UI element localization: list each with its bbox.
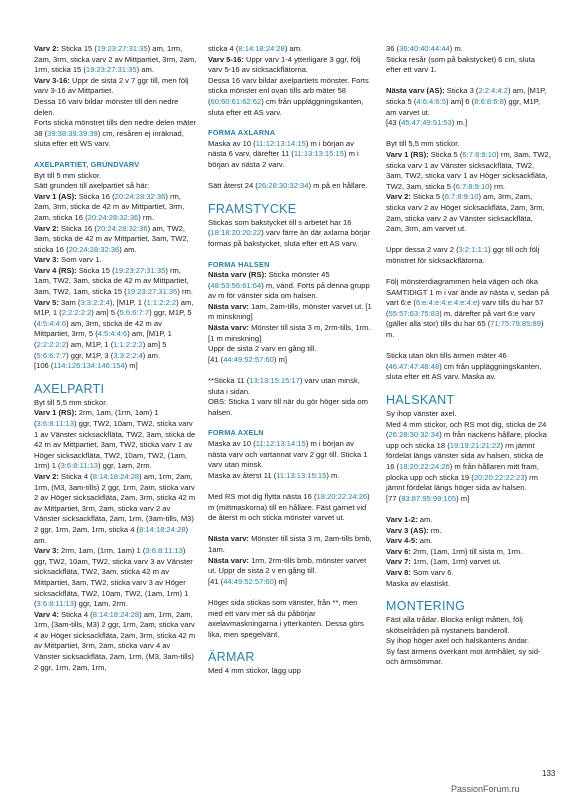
size-values: 11:13:13:15:15 xyxy=(276,470,327,480)
text-run: ) m] xyxy=(124,361,138,371)
text-run: sticka 4 ( xyxy=(208,44,239,53)
text-run: ) am, 1rm, 2am, 1rm, (3am-tills, M3) 2 ggr, 1rm, 2am, sticka varv 4 av Höger sicksackflätа, 2am, 3rm, sticka 42 m av Mittpartiet, 3rm, 2am, sticka varv 4 av Vänster sicksackflätа, 2am, 1rm, (M3, 3am-tills) 2 ggr, 1rm, 2am, 1rm, xyxy=(34,609,196,672)
row-label: Varv 2: xyxy=(34,471,62,481)
text-run: ) ggr till och följ mönstret för sicksackflätorna. xyxy=(386,245,540,265)
text-run: Stickas som bakstycket till s arbetet har 16 ( xyxy=(208,217,352,238)
text-run: ) varv utan minsk, sluta i sidan. xyxy=(208,376,360,396)
text-run: FORMA HALSEN xyxy=(208,259,270,269)
text-run: rm. xyxy=(430,525,442,535)
text-run: ) rm, 1am, TW2, 3am, sticka de 42 m av Mittpartiet, 3am, TW2, 1am, sticka 15 ( xyxy=(34,265,189,297)
row-label: Nästa varv: xyxy=(208,301,252,311)
paragraph xyxy=(34,398,197,673)
text-run: ) rm. xyxy=(177,287,193,297)
size-values: 8:14:18:24:28 xyxy=(238,44,285,53)
row-label: Varv 4: xyxy=(34,609,62,619)
text-run: ) m. xyxy=(449,44,463,53)
page-number: 133 xyxy=(542,769,556,778)
size-values: 19:19:21:21:22 xyxy=(449,440,501,450)
text-run: [41 ( xyxy=(208,354,224,364)
text-run: Sticka resår (som på bakstycket) 6 cm, sluta efter ett varv 1. xyxy=(386,54,535,75)
paragraph xyxy=(208,666,372,677)
size-values: 8:14:18:24:28 xyxy=(139,524,186,534)
size-values: 3:6:8:11:13 xyxy=(36,599,74,609)
text-run: MONTERING xyxy=(386,599,466,614)
row-label: Varv 3: xyxy=(34,546,62,556)
text-run: OBS: Sticka 1 varv till när du gör höger sida om halsen. xyxy=(208,397,368,417)
text-run: Med RS mot dig flytta nästa 16 ( xyxy=(208,491,317,501)
text-run: [106 ( xyxy=(34,361,54,371)
text-run: **Sticka 11 ( xyxy=(208,376,250,386)
section-heading xyxy=(386,393,551,408)
row-label: Varv 3: xyxy=(34,255,62,265)
paragraph xyxy=(386,44,551,383)
text-run: Sätt återst 24 ( xyxy=(208,181,258,191)
row-label: Varv 2: xyxy=(34,223,62,233)
text-run: ) am] 6 ( xyxy=(445,96,475,106)
column-1 xyxy=(34,44,197,683)
size-values: 20:20:22:22:23 xyxy=(473,472,525,482)
paragraph xyxy=(208,218,372,250)
text-run: Maska av 10 ( xyxy=(208,138,256,148)
text-run: ) am, [M1P, 1 ( xyxy=(34,329,172,350)
size-values: 44:49:52:57:60 xyxy=(223,576,274,586)
text-run: Byt till 5,5 mm stickor. xyxy=(34,397,108,407)
text-run: Sticka utan ökn tills ärmen mäter 46 ( xyxy=(386,351,507,371)
paragraph xyxy=(34,44,197,150)
size-values: 5:6:6:7:7 xyxy=(119,308,150,318)
text-run: Med 4 mm stickor, lägg upp xyxy=(208,666,301,676)
text-run: Sy ihop höger axel och halskantens ändar. xyxy=(386,636,530,646)
text-run: Maska av 10 ( xyxy=(208,439,256,448)
text-run: Sticka 15 ( xyxy=(78,265,115,275)
subheading xyxy=(34,160,197,171)
size-values: 5:6:6:7:7 xyxy=(36,350,67,360)
text-run: [43 ( xyxy=(386,118,402,128)
size-values: 55:57:63:75:83 xyxy=(388,308,440,318)
text-run: ) am, 1rm, 2am, 1rm, (M3, 3am-tills) 2 ggr, 1rm, 2am, sticka varv 2 av Höger sicksackflätа, 2am, 3rm, sticka 42 m av Mittpartiet, 3rm, 2am, sticka varv 2 av Vänster sicksackflätа, 2am, 1rm, (3am-tills, M3) 2 ggr, 1rm, 2am, 1rm, sticka 4 ( xyxy=(34,471,196,534)
text-run: ) m. xyxy=(386,319,544,340)
paragraph xyxy=(34,171,197,372)
text-run: ) am, TW2, 3am, sticka de 42 m av Mittpartiet, 3am, TW2, sticka 16 ( xyxy=(34,223,189,254)
text-run: Som varv 6. xyxy=(413,567,454,577)
row-label: Varv 1 (AS): xyxy=(34,191,79,201)
size-values: 19:23:27:31:35 xyxy=(85,65,137,75)
text-run: Maska av återst 11 ( xyxy=(208,470,277,480)
text-run: Mönster till sista 3 m, 2rm-tills, 1rm. [1 m minskning] xyxy=(208,323,371,343)
text-run: Följ mönsterdiagrammen hela vägen och öka SAMTIDIGT 1 m i var ände av nästa v, sedan på vart 6:e ( xyxy=(386,277,550,308)
paragraph xyxy=(386,409,551,589)
size-values: 45:47:49:51:53 xyxy=(401,118,452,128)
size-values: 39:38:39:39:39 xyxy=(47,128,98,138)
size-values: 20:24:28:32:36 xyxy=(114,191,166,201)
text-run: Sticka 5 ( xyxy=(413,192,445,202)
text-run: [77 ( xyxy=(386,493,402,503)
size-values: 20:24:28:32:36 xyxy=(96,223,148,233)
size-values: 19:23:27:31:35 xyxy=(114,265,166,275)
text-run: ) cm från uppläggningskanten, sluta efter ett AS varv. xyxy=(208,96,364,117)
size-values: 6:7:8:9:10 xyxy=(462,149,497,159)
text-run: ) am. xyxy=(284,44,303,53)
text-run: ) am] 5 ( xyxy=(34,340,167,360)
size-values: 3:6:8:11:13 xyxy=(60,461,99,471)
text-run: ) rm jämnt fördelat längs höger sida av halsen. xyxy=(386,472,538,493)
size-values: 20:24:28:32:36 xyxy=(87,212,139,222)
size-values: 6:7:8:9:10 xyxy=(455,181,490,191)
text-run: Sy ihop vänster axel. xyxy=(386,409,457,418)
size-values: 44:49:52:57:60 xyxy=(223,354,274,364)
watermark: PassionForum.ru xyxy=(451,784,520,794)
size-values: 83:87:95:99:105 xyxy=(401,493,457,503)
text-run: Forts sticka mönstret tills den nedre delen mäter 38 ( xyxy=(34,118,197,138)
text-run: 2rm, 1am, (1rm, 1am) 1 ( xyxy=(34,408,159,428)
size-values: 6:7:8:9:10 xyxy=(444,192,479,202)
size-values: 18:20:22:24:26 xyxy=(399,461,450,471)
row-label: Varv 7: xyxy=(386,557,414,567)
text-run: Sy fast ärmens överkant mot ärmhålet, sy sid- och ärmsömmar. xyxy=(386,646,541,667)
size-values: 60:60:61:62:62 xyxy=(210,96,262,106)
text-run: Sticka 4 ( xyxy=(61,609,93,619)
row-label: Varv 5-16: xyxy=(208,54,246,64)
size-values: 11:13:13:15:15 xyxy=(293,149,344,159)
text-run: ) am, 3rm, 2am, sticka varv 2 av Höger sicksackflätа, 2am, 3rm, 2am, sticka varv 2 av Vänster sicksackflätа, 2am, 3rm, am varvet ut. xyxy=(386,192,545,234)
text-run: FORMA AXLARNA xyxy=(208,128,276,138)
text-run: ), [M1P, 1 ( xyxy=(110,297,147,307)
text-run: ) am. xyxy=(119,244,137,254)
text-run: ) am, M1P, 1 ( xyxy=(34,297,194,318)
text-run: ) am. xyxy=(136,65,154,75)
text-run: Byt till 5,5 mm stickor. xyxy=(386,139,460,149)
text-run: ) ggr, TW2, 10am, TW2, sticka varv 1 av Vänster sicksackflätа, TW2, 3am, sticka de 42 m av Mittpartiet, 3am, TW2, sticka varv 1 av Höger sicksackflätа, TW2, 10am, TW2, (1am, 1rm) 1 ( xyxy=(34,419,196,471)
size-values: 2:2:4:4:2 xyxy=(478,86,508,96)
text-run: ) am, 3rm, sticka de 42 m av Mittpartiet, 3rm, 5 ( xyxy=(34,318,162,339)
text-run: ) ggr, 1am, 2rm. xyxy=(98,461,152,471)
row-label: Varv 2: xyxy=(34,44,62,53)
text-run: ) m] xyxy=(273,354,287,364)
size-values: 11:12:13:14:15 xyxy=(255,138,306,148)
size-values: 26:28:30:32:34 xyxy=(388,430,440,440)
text-run: FRAMSTYCKE xyxy=(208,201,297,216)
text-run: ) am, M1P, 1 ( xyxy=(66,340,114,350)
text-run: Uppr de sista 2 v 7 ggr till, men följ varv 3-16 av Mittpartiet. xyxy=(34,75,189,96)
text-run: ) m från nackens hållare, plocka upp och sticka 18 ( xyxy=(386,430,547,450)
text-run: ) m, vänd. Forts på denna grupp av m för vänster sida om halsen. xyxy=(208,280,370,301)
text-run: Fäst alla trådar. Blocka enligt måtten, följ skötselråden på nystanets banderoll. xyxy=(386,615,523,635)
text-run: Som varv 1. xyxy=(61,255,102,265)
paragraph xyxy=(208,139,372,192)
size-values: 18:20:22:24:26 xyxy=(316,491,368,501)
size-values: 4:5:4:4:6 xyxy=(97,329,128,339)
row-label: Varv 3-16: xyxy=(34,75,72,85)
size-values: 2:2:2:2:2 xyxy=(36,340,67,350)
text-run: ) m i början av nästa 2 varv. xyxy=(208,149,359,169)
row-label: Nästa varv: xyxy=(208,534,252,544)
row-label: Nästa varv: xyxy=(208,323,252,333)
paragraph xyxy=(386,615,551,668)
text-run: Med 4 mm stickor, och RS mot dig, sticka de 24 ( xyxy=(386,419,547,440)
text-run: Sticka 15 ( xyxy=(61,44,97,53)
size-values: 4:5:4:4:6 xyxy=(36,318,67,328)
text-run: AXELPARTI xyxy=(34,381,105,396)
text-run: ) m i början av nästa varv och vartannat varv 2 ggr till. Sticka 1 varv utan minsk. xyxy=(208,439,368,470)
text-run: 1am, 2am-tills, mönster varvet ut. [1 m minskning] xyxy=(208,301,372,322)
text-run: ) rm jämnt fördelat längs vänster sida av halsen, sticka de 16 ( xyxy=(386,440,544,471)
text-run: Dessa 16 varv bildar axelpartiets mönster. Forts sticka mönster enl ovan tills arb mäter 58 ( xyxy=(208,75,369,106)
text-run: Sätt grunden till axelpartiet så här: xyxy=(34,181,150,191)
text-run: ) m från hållaren mitt fram, plocka upp och sticka 19 ( xyxy=(386,461,539,482)
row-label: Nästa varv (AS): xyxy=(386,86,447,96)
section-heading xyxy=(208,202,372,217)
size-values: 46:47:47:48:48 xyxy=(388,361,440,371)
section-heading xyxy=(386,599,551,614)
text-run: Uppr varv 1-4 ytterligare 3 ggr, följ varv 5-16 av sicksackflätorna. xyxy=(208,54,361,75)
text-run: Sticka 16 ( xyxy=(61,223,97,233)
subheading xyxy=(208,260,372,271)
text-run: am. xyxy=(419,514,433,524)
subheading xyxy=(208,128,372,139)
text-run: 3am ( xyxy=(61,297,81,307)
section-heading xyxy=(34,382,197,397)
size-values: 6:e:4:e:4:e:4:e:4:e xyxy=(415,298,478,308)
text-run: Sticka mönster 45 ( xyxy=(208,270,330,290)
text-run: HALSKANT xyxy=(386,393,455,407)
text-run: ) am] 5 ( xyxy=(91,308,120,318)
text-run: ) m] xyxy=(273,576,287,586)
size-values: 13:13:15:15:17 xyxy=(249,376,300,386)
size-values: 3:6:8:11:13 xyxy=(145,546,183,556)
size-values: 36:40:40:44:44 xyxy=(399,44,450,53)
text-run: ) am, 1rm, 2am, 3rm, sticka varv 2 av Mittpartiet, 3rm, 2am, 1rm, sticka 15 ( xyxy=(34,44,197,75)
row-label: Varv 1 (RS): xyxy=(34,408,79,418)
text-run: ) am, [M1P, sticka 5 ( xyxy=(386,86,547,106)
size-values: 1:1:2:2:2 xyxy=(113,340,143,350)
size-values: 3:6:8:11:13 xyxy=(36,419,74,428)
size-values: 8:14:18:24:28 xyxy=(92,609,140,619)
row-label: Varv 8: xyxy=(386,567,414,577)
size-values: 114:126:134:146:154 xyxy=(53,361,125,371)
text-run: ÄRMAR xyxy=(208,650,255,665)
text-run: ) cm från uppläggningskanten, sluta efter ett AS varv. Maska av. xyxy=(386,361,542,382)
text-run: Uppr dessa 2 varv 2 ( xyxy=(386,245,459,255)
row-label: Varv 5: xyxy=(34,297,62,307)
text-run: ) ggr, M1P, 3 ( xyxy=(66,350,114,360)
text-run: ) m. xyxy=(326,470,340,480)
size-values: 26:28:30:32:34 xyxy=(257,181,309,191)
text-run: Sticka 3 ( xyxy=(446,86,479,96)
size-values: 2:2:2:2:2 xyxy=(61,308,92,318)
text-run: Sticka 5 ( xyxy=(430,149,463,159)
size-values: 71:75:79:85:89 xyxy=(490,319,541,329)
size-values: 1:1:2:2:2 xyxy=(146,297,177,307)
text-run: 2rm, 1am, (1rm, 1am) 1 ( xyxy=(61,546,146,556)
size-values: 3:2:1:1:1 xyxy=(458,245,489,255)
size-values: 18:18:20:20:22 xyxy=(210,228,262,238)
row-label: Varv 3 (AS): xyxy=(386,525,431,535)
text-run: ) rm. xyxy=(138,212,154,222)
size-values: 11:12:13:14:15 xyxy=(255,439,306,448)
row-label: Varv 1 (RS): xyxy=(386,149,431,159)
section-heading xyxy=(208,650,372,665)
text-run: ) ggr, M1P, 5 ( xyxy=(34,308,192,328)
text-run: ) rm. xyxy=(489,181,506,191)
text-run: ) m på en hållare. xyxy=(308,181,368,191)
text-run: ) cm, resåren ej inräknad, sluta efter ett WS varv. xyxy=(34,128,184,149)
text-run: ) varv tills du har 57 ( xyxy=(386,298,544,318)
text-run: ) m] xyxy=(456,493,470,503)
text-run: 2rm, (1am, 1rm) till sista m, 1rm. xyxy=(413,546,523,556)
text-run: ) ggr, 1am, 2rm. xyxy=(73,599,128,609)
text-run: FORMA AXELN xyxy=(208,428,264,438)
paragraph xyxy=(208,439,372,640)
size-values: 3:3:2:2:4 xyxy=(113,350,143,360)
text-run: Sticka 4 ( xyxy=(61,471,93,481)
text-run: 36 ( xyxy=(386,44,400,53)
text-run: Byt till 5 mm stickor. xyxy=(34,170,102,180)
text-run: ) rm, 2am, 3rm, sticka de 42 m av Mittpartiet, 3rm, 2am, sticka 16 ( xyxy=(34,191,185,222)
text-run: ) am. xyxy=(34,524,189,545)
text-run: [41 ( xyxy=(208,576,224,586)
text-run: ) am. xyxy=(142,350,161,360)
text-run: Uppr de sista 2 varv en gång till. xyxy=(208,344,317,354)
size-values: 48:53:56:61:64 xyxy=(210,280,262,290)
text-run: ) ggr, TW2, 10am, TW2, sticka varv 3 av Vänster sicksackflätа, TW2, 3am, sticka 42 m av Mittpartiet, 3am, TW2, sticka varv 3 av Höger sicksackflätа, TW2, 10am, TW2, (1am, 1rm) 1 ( xyxy=(34,546,193,609)
row-label: Varv 1-2: xyxy=(386,514,420,524)
text-run: Maska av elastiskt. xyxy=(386,578,451,588)
text-run: ) m.] xyxy=(451,118,468,128)
size-values: 8:6:8:6:8 xyxy=(474,96,504,106)
row-label: Varv 2: xyxy=(386,192,414,202)
text-run: Sticka 16 ( xyxy=(78,191,115,201)
column-2 xyxy=(208,44,372,687)
text-run: Mönster till sista 3 m, 2am-tills bmb, 1am. xyxy=(208,534,372,554)
text-run: Dessa 16 varv bildar mönster till den nedre delen. xyxy=(34,96,179,117)
row-label: Varv 4 (RS): xyxy=(34,265,79,275)
row-label: Nästa varv (RS): xyxy=(208,270,269,280)
text-run: ) ggr, M1P, am varvet ut. xyxy=(386,96,540,117)
paragraph xyxy=(208,270,372,418)
text-run: Höger sida stickas som vänster, från **, men med ett varv mer så du påbörjar axelavmaskningarna i ytterkanten. Dessa görs lika, men spegelvänt. xyxy=(208,597,364,639)
row-label: Nästa varv: xyxy=(208,555,252,565)
column-3 xyxy=(386,44,551,678)
paragraph xyxy=(208,44,372,118)
text-run: ) m i början av nästa 6 varv, därefter 11 ( xyxy=(208,138,354,159)
text-run: 1rm, 2rm-tills bmb, mönster varvet ut. Uppr de sista 2 v en gång till. xyxy=(208,555,367,576)
text-run: AXELPARTIET, GRUNDVARV xyxy=(34,159,140,169)
size-values: 19:23:27:31:35 xyxy=(96,44,148,53)
size-values: 3:3:2:2:4 xyxy=(80,297,111,307)
text-run: 1rm, (1am, 1rm) varvet ut. xyxy=(413,557,501,567)
text-run: ) m (mittmaskorna) till en hållare. Fäst garnet vid de återst m och sticka mönster varvet ut. xyxy=(208,491,370,523)
text-run: ) m, därefter på vart 6:e varv (gäller alla stor) tills du har 65 ( xyxy=(386,308,536,329)
text-run: ) rm, 3am, TW2, sticka varv 1 av Vänster sicksackflätа, TW2, 3am, TW2, sticka varv 1 av Höger sicksackflätа, TW2, 3am, sticka 5 ( xyxy=(386,149,551,191)
row-label: Varv 4-5: xyxy=(386,536,420,546)
text-run: am. xyxy=(419,536,433,546)
size-values: 4:6:4:6:5 xyxy=(416,96,446,106)
size-values: 19:23:27:31:35 xyxy=(126,287,178,297)
size-values: 8:14:18:24:28 xyxy=(92,471,140,481)
size-values: 20:24:28:32:36 xyxy=(68,244,120,254)
row-label: Varv 6: xyxy=(386,546,414,556)
subheading xyxy=(208,428,372,439)
text-run: ) varv färre än där axlarna börjar formas på bakstycket, sluta efter ett AS varv. xyxy=(208,228,371,248)
